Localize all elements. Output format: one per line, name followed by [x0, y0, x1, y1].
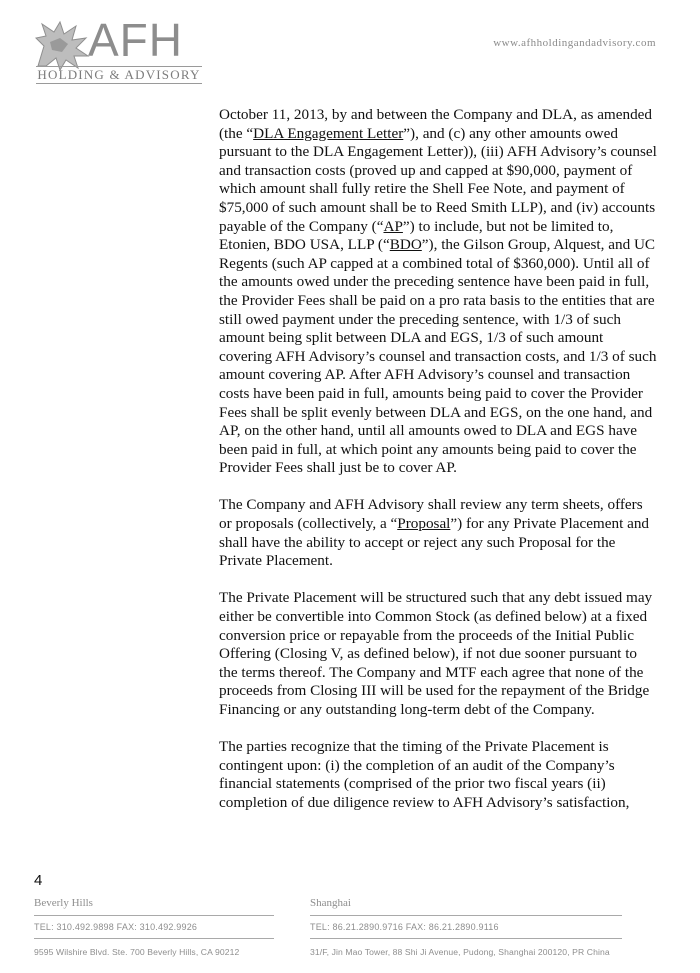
text-run: ”), the Gilson Group, Alquest, and UC Regents (such AP capped at a combined total of $360,000). Until all of the amounts owed under the preceding sentence have been paid in full, the Provider Fees shall be paid on a pro rata basis to the entities that are still owed payment under the preceding sentence, with 1/3 of such amount being split between DLA and EGS, 1/3 of such amount covering AFH Advisory’s counsel and transaction costs, and 1/3 of such amount covering AP. After AFH Advisory’s counsel and transaction costs have been paid in full, amounts being paid to cover the Provider Fees shall be split evenly between DLA and EGS, on the one hand, and AP, on the other hand, until all amounts owed to DLA and EGS have been paid in full, at which point any amounts being paid to cover the Provider Fees shall just be to cover AP. — [219, 236, 657, 477]
divider — [34, 915, 274, 916]
page-number: 4 — [34, 872, 43, 889]
office-city: Beverly Hills — [34, 897, 93, 909]
paragraph-3: The Private Placement will be structured such that any debt issued may either be convertible into Common Stock (as defined below) at a fixed conversion price or repayable from the proceeds of the Initial Public Offering (Closing V, as defined below), if not due sooner pursuant to the terms thereof. The Company and MTF each agree that none of the proceeds from Closing III will be used for the repayment of the Bridge Financing or any outstanding long-term debt of the Company. — [219, 589, 653, 718]
divider — [34, 938, 274, 939]
text-run: ”) to include, but not be limited to, Etonien, BDO USA, LLP (“ — [219, 217, 614, 254]
paragraph-2 — [219, 496, 659, 570]
text-run: ”), and (c) any other amounts owed pursuant to the DLA Engagement Letter)), (iii) AFH Advisory’s counsel and transaction costs (proved up and capped at $90,000, payment of which amount shall fully retire the Shell Fee Note, and payment of $75,000 of such amount shall be to Reed Smith LLP), and (iv) accounts payable of the Company (“ — [219, 124, 657, 235]
office-phone: TEL: 310.492.9898 FAX: 310.492.9926 — [34, 922, 198, 932]
office-phone: TEL: 86.21.2890.9716 FAX: 86.21.2890.9116 — [310, 922, 499, 932]
document-body — [219, 106, 659, 831]
text-run: The Company and AFH Advisory shall review any term sheets, offers or proposals (collectively, a “ — [219, 496, 643, 533]
paragraph-4: The parties recognize that the timing of the Private Placement is contingent upon: (i) the completion of an audit of the Company’s financial statements (comprised of the prior two fiscal years (ii) completion of due diligence review to AFH Advisory’s satisfaction, — [219, 738, 630, 811]
text-run: ”) for any Private Placement and shall have the ability to accept or reject any such Proposal for the Private Placement. — [219, 515, 650, 570]
company-logo — [30, 12, 210, 90]
defined-term-dla-engagement-letter: DLA Engagement Letter — [253, 124, 404, 142]
defined-term-proposal: Proposal — [397, 515, 451, 533]
defined-term-bdo: BDO — [389, 236, 422, 254]
office-address: 9595 Wilshire Blvd. Ste. 700 Beverly Hills, CA 90212 — [34, 947, 240, 957]
defined-term-ap: AP — [383, 217, 403, 235]
office-city: Shanghai — [310, 897, 351, 909]
logo-subtitle: HOLDING & ADVISORY — [37, 67, 201, 82]
footer-office-shanghai — [310, 897, 622, 957]
logo-wordmark: AFH — [88, 14, 183, 66]
text-run: October 11, 2013, by and between the Company and DLA, as amended (the “ — [219, 106, 653, 142]
office-address: 31/F, Jin Mao Tower, 88 Shi Ji Avenue, Pudong, Shanghai 200120, PR China — [310, 947, 610, 957]
website-url[interactable]: www.afhholdingandadvisory.com — [493, 37, 656, 49]
footer-office-beverly-hills — [34, 897, 274, 957]
divider — [310, 938, 622, 939]
paragraph-1 — [219, 106, 659, 478]
divider — [310, 915, 622, 916]
